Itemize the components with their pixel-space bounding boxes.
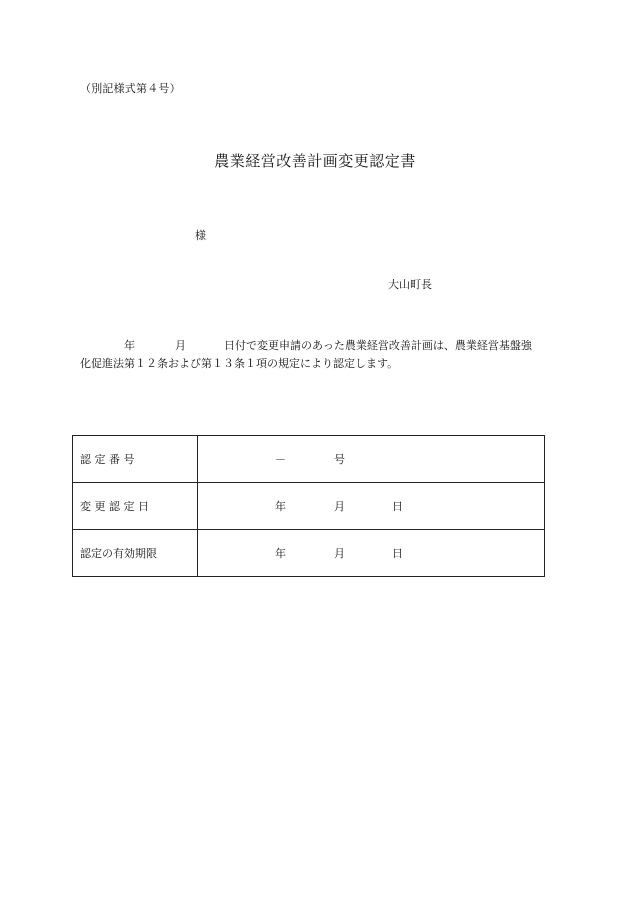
label-text: 認定の有効期限	[80, 547, 157, 560]
expiry-month: 月	[334, 547, 345, 560]
recipient-suffix: 様	[195, 229, 206, 242]
date-month: 月	[334, 500, 345, 513]
document-title: 農業経営改善計画変更認定書	[214, 152, 416, 170]
label-text: 変 更 認 定 日	[80, 500, 149, 513]
label-text: 認 定 番 号	[80, 453, 135, 466]
table-row	[73, 483, 545, 530]
label-certification-number	[73, 436, 198, 483]
value-expiry	[198, 530, 545, 577]
issuer-name: 大山町長	[388, 278, 432, 291]
value-change-date	[198, 483, 545, 530]
table-row	[73, 436, 545, 483]
label-expiry	[73, 530, 198, 577]
label-change-date	[73, 483, 198, 530]
certification-table	[72, 435, 545, 577]
expiry-day: 日	[392, 547, 403, 560]
date-day: 日	[392, 500, 403, 513]
body-line-2: 化促進法第１２条および第１３条１項の規定により認定します。	[80, 357, 399, 370]
value-certification-number	[198, 436, 545, 483]
body-paragraph	[80, 337, 550, 373]
body-line-1	[80, 337, 550, 355]
body-year: 年	[124, 339, 135, 352]
body-day-rest: 日付で変更申請のあった農業経営改善計画は、農業経営基盤強	[224, 339, 532, 352]
number-suffix: 号	[334, 453, 345, 466]
date-year: 年	[275, 500, 286, 513]
form-reference: （別記様式第４号）	[80, 82, 181, 95]
table-row	[73, 530, 545, 577]
body-month: 月	[175, 339, 186, 352]
number-dash: －	[275, 453, 286, 466]
expiry-year: 年	[275, 547, 286, 560]
